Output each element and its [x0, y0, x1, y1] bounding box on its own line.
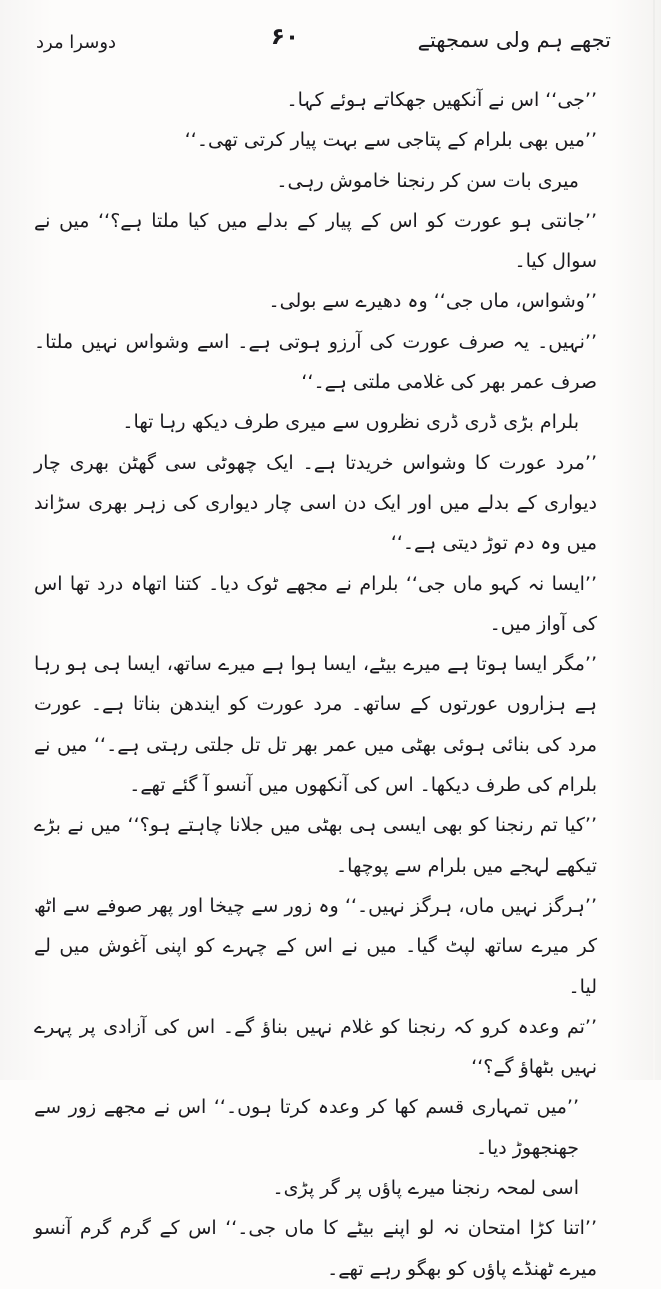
paragraph: ’’جی‘‘ اس نے آنکھیں جھکاتے ہوئے کہا۔ — [286, 89, 597, 111]
paragraph: ’’تم وعدہ کرو کہ رنجنا کو غلام نہیں بناؤ گے۔ اس کی آزادی پر پہرے نہیں بٹھاؤ گے؟‘‘ — [34, 1015, 597, 1079]
paragraph: ’’کیا تم رنجنا کو بھی ایسی ہی بھٹی میں جلانا چاہتے ہو؟‘‘ میں نے بڑے تیکھے لہجے میں بلرام سے پوچھا۔ — [34, 814, 597, 877]
paragraph: میری بات سن کر رنجنا خاموش رہی۔ — [276, 169, 579, 192]
page-edge-shadow — [653, 0, 655, 1080]
paragraph: ’’نہیں۔ یہ صرف عورت کی آرزو ہوتی ہے۔ اسے وشواس نہیں ملتا۔ صرف عمر بھر کی غلامی ملتی ہے۔‘‘ — [34, 330, 597, 394]
body-text — [34, 80, 619, 1289]
page-number: ۶۰ — [270, 24, 299, 50]
paragraph: بلرام بڑی ڈری ڈری نظروں سے میری طرف دیکھ رہا تھا۔ — [122, 411, 579, 434]
paragraph: ’’ایسا نہ کہو ماں جی‘‘ بلرام نے مجھے ٹوک دیا۔ کتنا اتھاہ درد تھا اس کی آواز میں۔ — [34, 572, 597, 635]
book-title: تجھے ہم ولی سمجھتے — [417, 28, 611, 52]
paragraph: ’’میں بھی بلرام کے پتاجی سے بہت پیار کرتی تھی۔‘‘ — [184, 129, 597, 152]
paragraph: ’’اتنا کڑا امتحان نہ لو اپنے بیٹے کا ماں جی۔‘‘ اس کے گرم گرم آنسو میرے ٹھنڈے پاؤں کو بھگو رہے تھے۔ — [34, 1217, 597, 1280]
paragraph: ’’میں تمہاری قسم کھا کر وعدہ کرتا ہوں۔‘‘ اس نے مجھے زور سے جھنجھوڑ دیا۔ — [34, 1096, 579, 1159]
paragraph: ’’جانتی ہو عورت کو اس کے پیار کے بدلے میں کیا ملتا ہے؟‘‘ میں نے سوال کیا۔ — [34, 209, 597, 273]
paragraph: ’’مرد عورت کا وشواس خریدتا ہے۔ ایک چھوٹی سی گھٹن بھری چار دیواری کے بدلے میں اور ایک دن اسی چار دیواری کی زہر بھری سڑاند میں وہ دم توڑ دیتی ہے۔‘‘ — [34, 451, 597, 555]
page-header — [30, 22, 621, 62]
paragraph: ’’وشواس، ماں جی‘‘ وہ دھیرے سے بولی۔ — [268, 290, 597, 313]
chapter-title: دوسرا مرد — [36, 32, 117, 53]
paragraph: اسی لمحہ رنجنا میرے پاؤں پر گر پڑی۔ — [272, 1177, 579, 1200]
paragraph: ’’ہرگز نہیں ماں، ہرگز نہیں۔‘‘ وہ زور سے چیخا اور پھر صوفے سے اٹھ کر میرے ساتھ لپٹ گیا۔ میں نے اس کے چہرے کو اپنی آغوش میں لے لیا۔ — [34, 894, 597, 998]
paragraph: ’’مگر ایسا ہوتا ہے میرے بیٹے، ایسا ہوا ہے میرے ساتھ، ایسا ہی ہو رہا ہے ہزاروں عورتوں کے ساتھ۔ مرد عورت کو ایندھن بناتا ہے۔ عورت مرد کی بنائی ہوئی بھٹی میں عمر بھر تل تل جلتی رہتی ہے۔‘‘ میں نے بلرام کی طرف دیکھا۔ اس کی آنکھوں میں آنسو آ گئے تھے۔ — [34, 653, 597, 797]
